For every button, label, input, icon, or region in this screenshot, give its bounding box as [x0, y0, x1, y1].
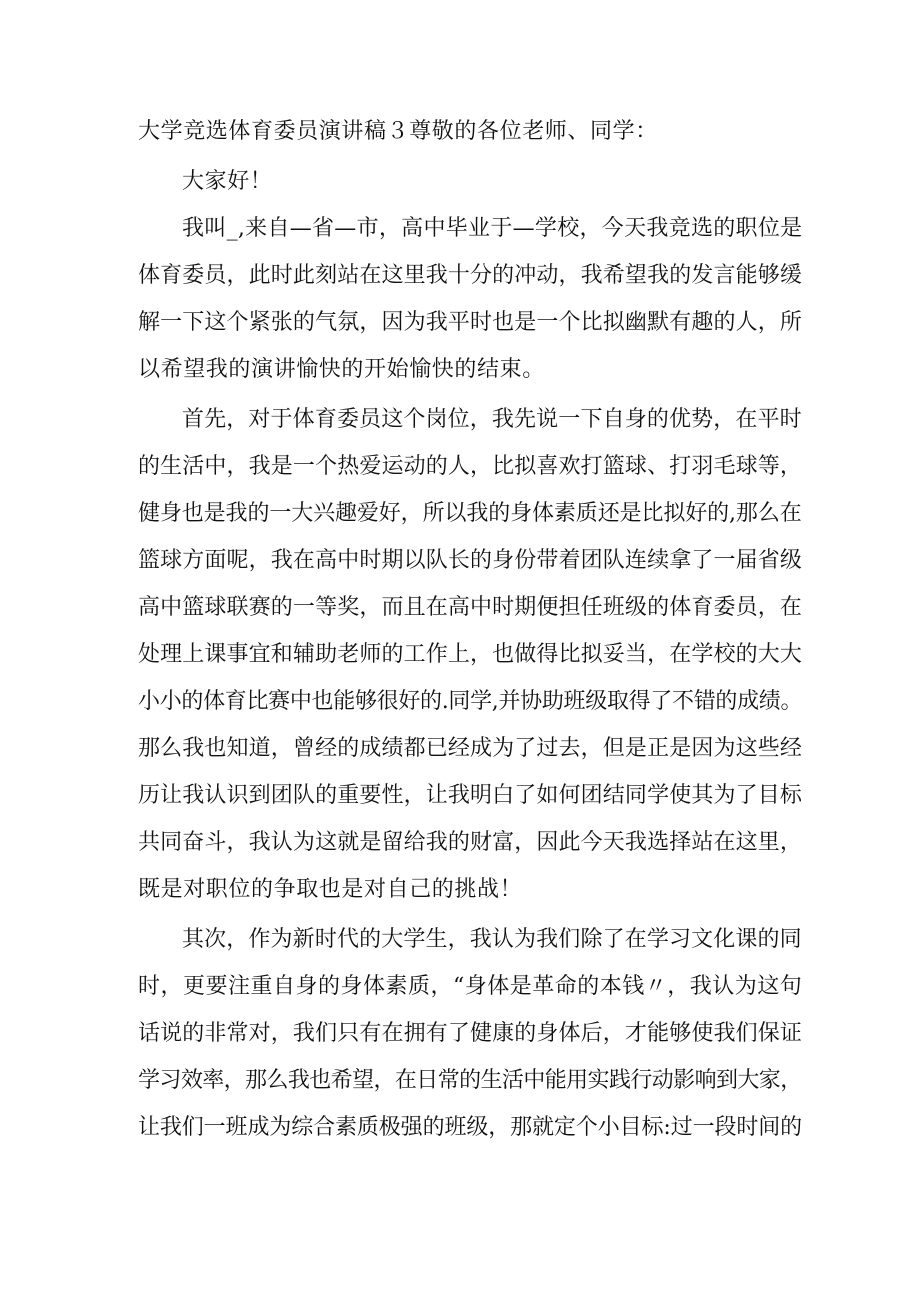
paragraph-3-line-2: 时，更要注重自身的身体素质，“身体是革命的本钱〃，我认为这句 — [138, 974, 803, 999]
paragraph-2-line-3: 健身也是我的一大兴趣爱好，所以我的身体素质还是比拟好的,那么在 — [138, 501, 802, 526]
paragraph-3-line-3: 话说的非常对，我们只有在拥有了健康的身体后，才能够使我们保证 — [138, 1021, 803, 1046]
paragraph-2-line-2: 的生活中，我是一个热爱运动的人，比拟喜欢打篮球、打羽毛球等， — [138, 454, 803, 479]
paragraph-2-line-7: 小小的体育比赛中也能够很好的.同学,并协助班级取得了不错的成绩。 — [138, 689, 803, 714]
paragraph-2-line-11: 既是对职位的争取也是对自己的挑战！ — [138, 877, 523, 902]
paragraph-2-line-10: 共同奋斗，我认为这就是留给我的财富，因此今天我选择站在这里， — [138, 830, 803, 855]
paragraph-3-line-1: 其次，作为新时代的大学生，我认为我们除了在学习文化课的同 — [182, 927, 802, 952]
paragraph-1-line-4: 以希望我的演讲愉快的开始愉快的结束。 — [138, 357, 545, 382]
paragraph-2-line-9: 历让我认识到团队的重要性，让我明白了如何团结同学使其为了目标 — [138, 783, 803, 808]
document-title-line: 大学竞选体育委员演讲稿３尊敬的各位老师、同学： — [138, 119, 658, 144]
paragraph-1-line-3: 解一下这个紧张的气氛，因为我平时也是一个比拟幽默有趣的人，所 — [138, 310, 803, 335]
paragraph-2-line-4: 篮球方面呢，我在高中时期以队长的身份带着团队连续拿了一届省级 — [138, 548, 803, 573]
paragraph-1-line-1: 我叫_,来自—省—市，高中毕业于—学校，今天我竞选的职位是 — [182, 216, 803, 241]
paragraph-1-line-2: 体育委员，此时此刻站在这里我十分的冲动，我希望我的发言能够缓 — [138, 263, 803, 288]
paragraph-3-line-4: 学习效率，那么我也希望，在日常的生活中能用实践行动影响到大家， — [138, 1068, 802, 1093]
paragraph-2-line-5: 高中篮球联赛的一等奖，而且在高中时期便担任班级的体育委员，在 — [138, 595, 803, 620]
paragraph-2-line-8: 那么我也知道，曾经的成绩都已经成为了过去，但是正是因为这些经 — [138, 736, 803, 761]
paragraph-2-line-1: 首先，对于体育委员这个岗位，我先说一下自身的优势，在平时 — [182, 407, 802, 432]
greeting-line: 大家好！ — [182, 169, 273, 194]
paragraph-3-line-5: 让我们一班成为综合素质极强的班级，那就定个小目标:过一段时间的 — [138, 1115, 803, 1140]
paragraph-2-line-6: 处理上课事宜和辅助老师的工作上，也做得比拟妥当，在学校的大大 — [138, 642, 803, 667]
